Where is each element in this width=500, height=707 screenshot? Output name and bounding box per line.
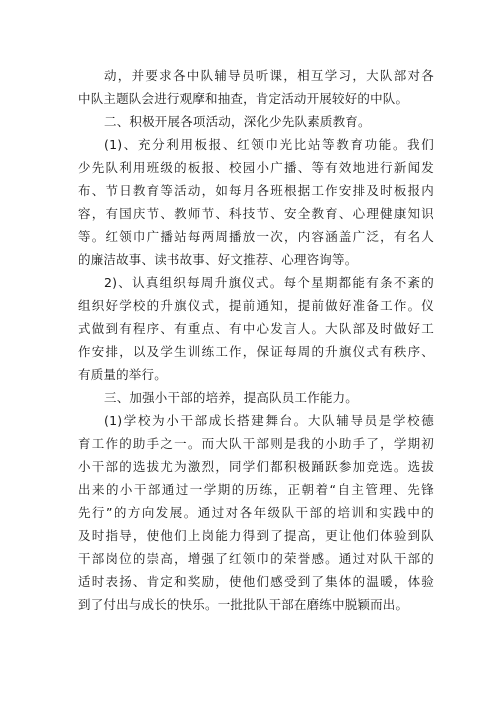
text-line: 式做到有程序、有重点、有中心发言人。大队部及时做好工: [78, 321, 434, 336]
text-line: 作安排，以及学生训练工作，保证每周的升旗仪式有秩序、: [78, 344, 434, 359]
text-line: 的廉洁故事、读书故事、好文推荐、心理咨询等。: [78, 252, 358, 267]
section-heading: 三、加强小干部的培养，提高队员工作能力。: [104, 390, 359, 405]
body-text: [78, 64, 434, 616]
text-line: 动，并要求各中队辅导员听课，相互学习，大队部对各: [104, 68, 434, 83]
text-line: 及时指导，使他们上岗能力得到了提高，更让他们体验到队: [78, 528, 434, 543]
text-line: 到了付出与成长的快乐。一批批队干部在磨练中脱颖而出。: [78, 597, 409, 612]
text-line: 有质量的举行。: [78, 367, 167, 382]
text-line: 布、节日教育等活动，如每月各班根据工作安排及时板报内: [78, 183, 434, 198]
text-line: 等。红领巾广播站每两周播放一次，内容涵盖广泛，有名人: [78, 229, 434, 244]
text-line: 少先队利用班级的板报、校园小广播、等有效地进行新闻发: [78, 160, 434, 175]
text-line: 先行”的方向发展。通过对各年级队干部的培训和实践中的: [78, 505, 434, 520]
text-line: 小干部的选拔尤为激烈，同学们都积极踊跃参加竞选。选拔: [78, 459, 434, 474]
text-line: 中队主题队会进行观摩和抽查，肯定活动开展较好的中队。: [78, 91, 409, 106]
text-line: 容，有国庆节、教师节、科技节、安全教育、心理健康知识: [78, 206, 434, 221]
text-line: 2)、认真组织每周升旗仪式。每个星期都能有条不紊的: [104, 275, 434, 290]
text-line: 育工作的助手之一。而大队干部则是我的小助手了，学期初: [78, 436, 434, 451]
text-line: (1)、充分利用板报、红领巾光比站等教育功能。我们: [104, 137, 434, 152]
text-line: 适时表扬、肯定和奖励，使他们感受到了集体的温暖，体验: [78, 574, 434, 589]
text-line: (1)学校为小干部成长搭建舞台。大队辅导员是学校德: [104, 413, 434, 428]
section-heading: 二、积极开展各项活动，深化少先队素质教育。: [104, 114, 371, 129]
text-line: 组织好学校的升旗仪式，提前通知，提前做好准备工作。仪: [78, 298, 434, 313]
text-line: 出来的小干部通过一学期的历练，正朝着“自主管理、先锋: [78, 482, 434, 497]
text-line: 干部岗位的崇高，增强了红领巾的荣誉感。通过对队干部的: [78, 551, 434, 566]
